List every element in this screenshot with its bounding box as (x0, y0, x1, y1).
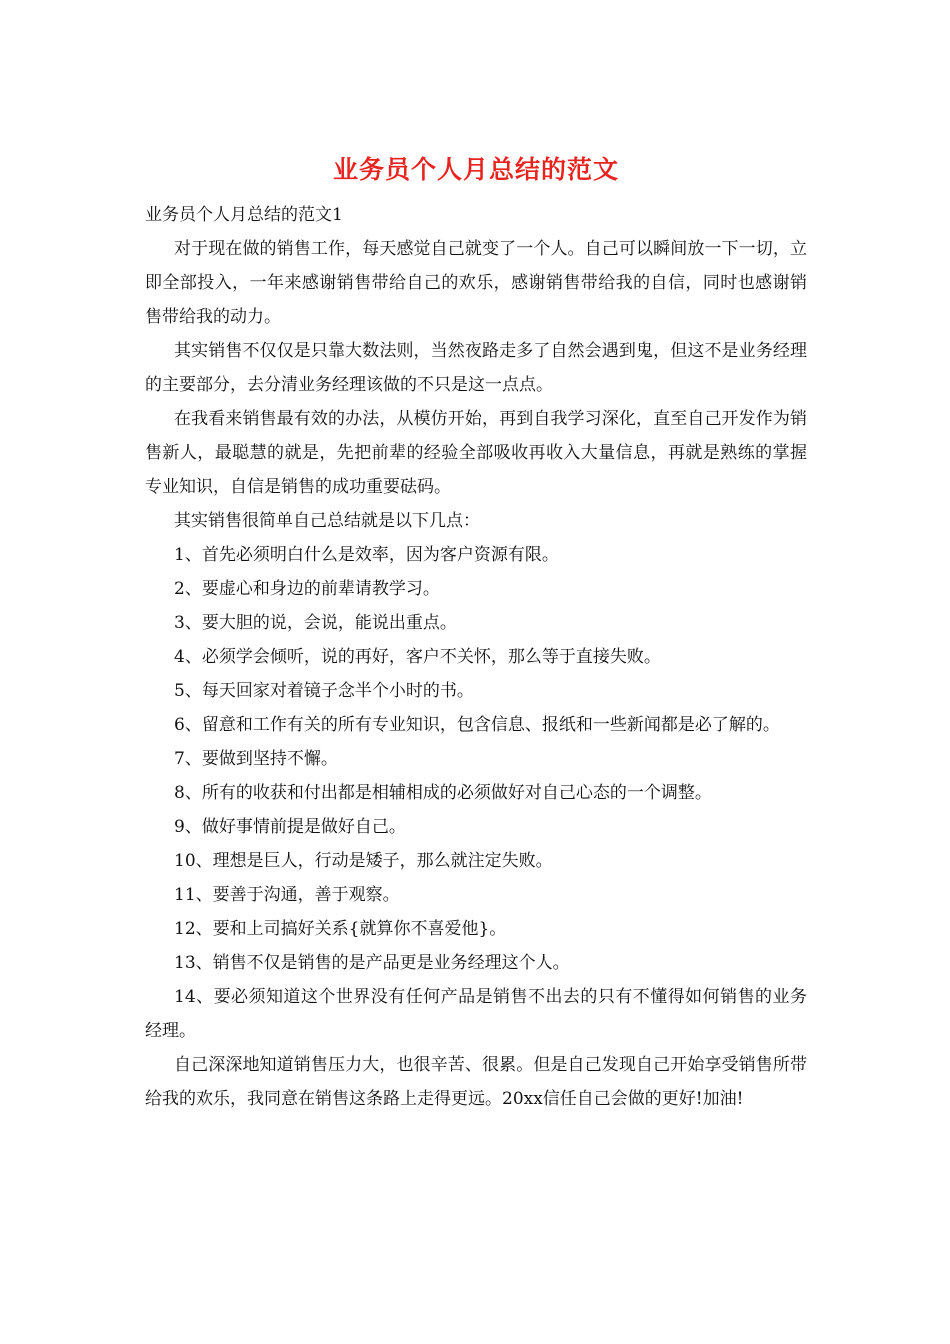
paragraph: 其实销售不仅仅是只靠大数法则，当然夜路走多了自然会遇到鬼，但这不是业务经理的主要部分，去分清业务经理该做的不只是这一点点。 (145, 341, 807, 395)
list-item: 12、要和上司搞好关系{就算你不喜爱他}。 (174, 919, 507, 939)
document-page (145, 150, 807, 1116)
list-item: 11、要善于沟通，善于观察。 (174, 885, 400, 905)
list-item: 2、要虚心和身边的前辈请教学习。 (174, 579, 440, 599)
closing-paragraph: 自己深深地知道销售压力大，也很辛苦、很累。但是自己发现自己开始享受销售所带给我的欢乐，我同意在销售这条路上走得更远。20xx信任自己会做的更好!加油! (145, 1055, 807, 1109)
paragraph: 对于现在做的销售工作，每天感觉自己就变了一个人。自己可以瞬间放一下一切，立即全部投入，一年来感谢销售带给自己的欢乐，感谢销售带给我的自信，同时也感谢销售带给我的动力。 (145, 239, 807, 327)
document-title: 业务员个人月总结的范文 (332, 155, 619, 184)
list-item: 7、要做到坚持不懈。 (174, 749, 338, 769)
document-subtitle: 业务员个人月总结的范文1 (145, 205, 343, 225)
list-item: 9、做好事情前提是做好自己。 (174, 817, 406, 837)
paragraph: 在我看来销售最有效的办法，从模仿开始，再到自我学习深化，直至自己开发作为销售新人，最聪慧的就是，先把前辈的经验全部吸收再收入大量信息，再就是熟练的掌握专业知识，自信是销售的成功重要砝码。 (145, 409, 807, 497)
list-item: 5、每天回家对着镜子念半个小时的书。 (174, 681, 474, 701)
paragraph: 其实销售很简单自己总结就是以下几点： (174, 511, 480, 531)
list-item: 1、首先必须明白什么是效率，因为客户资源有限。 (174, 545, 559, 565)
list-item: 6、留意和工作有关的所有专业知识，包含信息、报纸和一些新闻都是必了解的。 (174, 715, 780, 735)
list-item: 13、销售不仅是销售的是产品更是业务经理这个人。 (174, 953, 570, 973)
list-item: 3、要大胆的说，会说，能说出重点。 (174, 613, 457, 633)
list-item: 4、必须学会倾听，说的再好，客户不关怀，那么等于直接失败。 (174, 647, 661, 667)
list-item: 10、理想是巨人，行动是矮子，那么就注定失败。 (174, 851, 553, 871)
list-item: 8、所有的收获和付出都是相辅相成的必须做好对自己心态的一个调整。 (174, 783, 712, 803)
list-item: 14、要必须知道这个世界没有任何产品是销售不出去的只有不懂得如何销售的业务经理。 (145, 987, 807, 1041)
